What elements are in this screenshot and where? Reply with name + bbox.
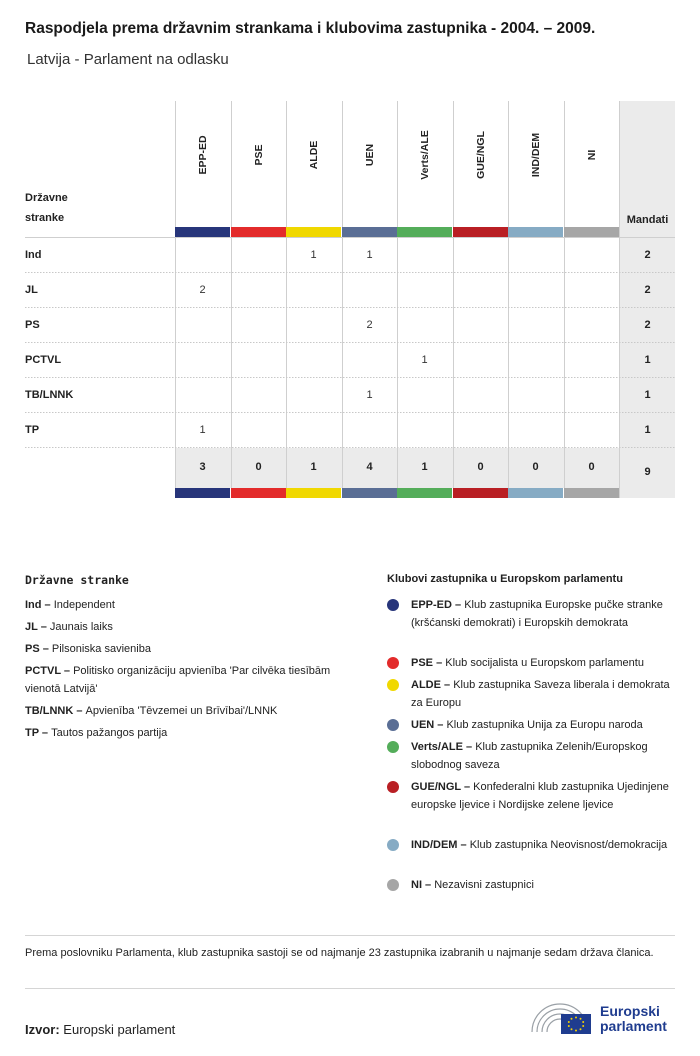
column-header-pse bbox=[231, 100, 287, 230]
logo-line1: Europski bbox=[600, 1003, 660, 1019]
header-rule bbox=[25, 237, 675, 238]
column-header-label: GUE/NGL bbox=[475, 131, 487, 179]
divider bbox=[25, 935, 675, 936]
legend-code: EPP-ED – bbox=[411, 599, 465, 611]
column-header-label: PSE bbox=[253, 144, 265, 166]
row-rule bbox=[25, 342, 675, 343]
source-label: Izvor: bbox=[25, 1022, 60, 1037]
legend-code: JL – bbox=[25, 621, 50, 633]
group-color-bar bbox=[342, 488, 397, 498]
table-cell: 1 bbox=[310, 249, 317, 261]
row-rule bbox=[25, 307, 675, 308]
group-legend-title: Klubovi zastupnika u Europskom parlamentu bbox=[387, 573, 623, 585]
row-header-line: Državne bbox=[25, 192, 68, 204]
column-header-uen bbox=[342, 100, 398, 230]
group-color-dot bbox=[387, 781, 399, 793]
row-rule bbox=[25, 377, 675, 378]
party-legend-item bbox=[25, 596, 365, 614]
footnote: Prema poslovniku Parlamenta, klub zastupnika sastoji se od najmanje 23 zastupnika izabranih u najmanje sedam država članica. bbox=[25, 947, 654, 959]
legend-name: Pilsoniska savieniba bbox=[51, 643, 151, 655]
group-color-bar bbox=[342, 227, 397, 237]
column-total: 3 bbox=[199, 461, 206, 473]
column-header-label: IND/DEM bbox=[530, 132, 542, 178]
legend-name: Nezavisni zastupnici bbox=[434, 879, 534, 891]
legend-code: TP – bbox=[25, 727, 52, 739]
mandates-header: Mandati bbox=[626, 214, 669, 226]
legend-name: Klub zastupnika Europske pučke stranke (kršćanski demokrati) i Europskih demokrata bbox=[411, 599, 663, 629]
logo-line2: parlament bbox=[600, 1018, 667, 1034]
column-total: 4 bbox=[366, 461, 373, 473]
group-color-bar bbox=[286, 488, 341, 498]
ep-logo bbox=[528, 998, 678, 1038]
legend-code: PSE – bbox=[411, 657, 446, 669]
column-total: 0 bbox=[588, 461, 595, 473]
row-party-label: TB/LNNK bbox=[25, 389, 74, 401]
party-legend-title: Državne stranke bbox=[25, 573, 129, 587]
group-color-bar bbox=[564, 488, 619, 498]
party-legend-item bbox=[25, 702, 365, 720]
group-color-bar bbox=[508, 227, 563, 237]
legend-code: UEN – bbox=[411, 719, 447, 731]
column-header-label: ALDE bbox=[308, 140, 320, 170]
group-color-dot bbox=[387, 679, 399, 691]
divider bbox=[25, 988, 675, 989]
group-color-dot bbox=[387, 599, 399, 611]
group-legend-item bbox=[411, 836, 671, 854]
group-color-dot bbox=[387, 879, 399, 891]
group-color-bar bbox=[397, 488, 452, 498]
row-party-label: Ind bbox=[25, 249, 42, 261]
row-total: 1 bbox=[644, 354, 651, 366]
group-color-bar bbox=[397, 227, 452, 237]
legend-code: ALDE – bbox=[411, 679, 454, 691]
table-cell: 2 bbox=[199, 284, 206, 296]
row-rule bbox=[25, 412, 675, 413]
grand-total: 9 bbox=[644, 466, 651, 478]
legend-name: Klub socijalista u Europskom parlamentu bbox=[445, 657, 644, 669]
legend-code: PCTVL – bbox=[25, 665, 74, 677]
column-total: 0 bbox=[255, 461, 262, 473]
source-line bbox=[25, 1022, 175, 1037]
legend-code: Verts/ALE – bbox=[411, 741, 476, 753]
group-color-bar bbox=[231, 488, 286, 498]
column-total: 0 bbox=[477, 461, 484, 473]
table-cell: 1 bbox=[421, 354, 428, 366]
legend-name: Klub zastupnika Saveza liberala i demokrata za Europu bbox=[411, 679, 670, 709]
group-legend-item bbox=[411, 778, 671, 814]
table-cell: 2 bbox=[366, 319, 373, 331]
column-header-inddem bbox=[508, 100, 564, 230]
group-color-dot bbox=[387, 839, 399, 851]
party-legend-item bbox=[25, 640, 365, 658]
row-total: 2 bbox=[644, 319, 651, 331]
legend-name: Klub zastupnika Unija za Europu naroda bbox=[446, 719, 643, 731]
legend-code: TB/LNNK – bbox=[25, 705, 86, 717]
column-header-label: EPP-ED bbox=[197, 135, 209, 175]
group-legend-item bbox=[411, 654, 671, 672]
group-legend-item bbox=[411, 738, 671, 774]
legend-code: NI – bbox=[411, 879, 435, 891]
table-cell: 1 bbox=[366, 249, 373, 261]
column-header-vertsale bbox=[397, 100, 453, 230]
group-color-bar bbox=[175, 488, 230, 498]
group-legend-item bbox=[411, 876, 671, 894]
distribution-table bbox=[0, 0, 700, 520]
row-party-label: TP bbox=[25, 424, 40, 436]
group-legend-item bbox=[411, 676, 671, 712]
legend-name: Apvienība 'Tēvzemei un Brīvībai'/LNNK bbox=[85, 705, 278, 717]
legend-name: Politisko organizāciju apvienība 'Par cilvēka tiesībām vienotā Latvijā' bbox=[25, 665, 331, 695]
column-header-ni bbox=[564, 100, 620, 230]
legend-code: PS – bbox=[25, 643, 52, 655]
column-total: 1 bbox=[421, 461, 428, 473]
source-value: Europski parlament bbox=[63, 1022, 176, 1037]
group-legend-item bbox=[411, 596, 671, 632]
row-total: 1 bbox=[644, 389, 651, 401]
row-header bbox=[25, 188, 68, 228]
hemicycle-logo-icon bbox=[528, 998, 592, 1038]
group-legend-item bbox=[411, 716, 671, 734]
legend-name: Jaunais laiks bbox=[49, 621, 113, 633]
column-header-label: Verts/ALE bbox=[419, 130, 431, 180]
row-header-line: stranke bbox=[25, 212, 65, 224]
group-color-bar bbox=[286, 227, 341, 237]
row-rule bbox=[25, 272, 675, 273]
group-color-dot bbox=[387, 719, 399, 731]
page-title: Raspodjela prema državnim strankama i klubovima zastupnika - 2004. – 2009. bbox=[25, 20, 596, 37]
group-color-bar bbox=[175, 227, 230, 237]
party-legend-item bbox=[25, 724, 365, 742]
mandates-column-bg bbox=[620, 101, 675, 498]
column-total: 0 bbox=[532, 461, 539, 473]
legend-name: Tautos pažangos partija bbox=[51, 727, 168, 739]
row-rule bbox=[25, 447, 675, 448]
page-subtitle: Latvija - Parlament na odlasku bbox=[27, 51, 229, 68]
row-total: 2 bbox=[644, 249, 651, 261]
group-color-bar bbox=[508, 488, 563, 498]
row-party-label: PS bbox=[25, 319, 40, 331]
row-party-label: PCTVL bbox=[25, 354, 62, 366]
legend-name: Klub zastupnika Zelenih/Europskog slobodnog saveza bbox=[411, 741, 648, 771]
column-header-label: UEN bbox=[364, 143, 376, 167]
party-legend-item bbox=[25, 662, 365, 698]
row-total: 2 bbox=[644, 284, 651, 296]
party-legend-item bbox=[25, 618, 365, 636]
group-color-bar bbox=[453, 488, 508, 498]
column-header-epped bbox=[175, 100, 231, 230]
row-total: 1 bbox=[644, 424, 651, 436]
legend-name: Konfederalni klub zastupnika Ujedinjene europske ljevice i Nordijske zelene ljevice bbox=[411, 781, 669, 811]
group-color-dot bbox=[387, 741, 399, 753]
row-party-label: JL bbox=[25, 284, 38, 296]
group-color-dot bbox=[387, 657, 399, 669]
group-color-bar bbox=[564, 227, 619, 237]
column-header-label: NI bbox=[586, 149, 598, 161]
column-total: 1 bbox=[310, 461, 317, 473]
table-cell: 1 bbox=[199, 424, 206, 436]
legend-code: IND/DEM – bbox=[411, 839, 470, 851]
column-header-guengl bbox=[453, 100, 509, 230]
legend-code: GUE/NGL – bbox=[411, 781, 474, 793]
legend-code: Ind – bbox=[25, 599, 54, 611]
group-color-bar bbox=[453, 227, 508, 237]
column-header-alde bbox=[286, 100, 342, 230]
group-color-bar bbox=[231, 227, 286, 237]
table-cell: 1 bbox=[366, 389, 373, 401]
legend-name: Klub zastupnika Neovisnost/demokracija bbox=[469, 839, 668, 851]
legend-name: Independent bbox=[53, 599, 115, 611]
